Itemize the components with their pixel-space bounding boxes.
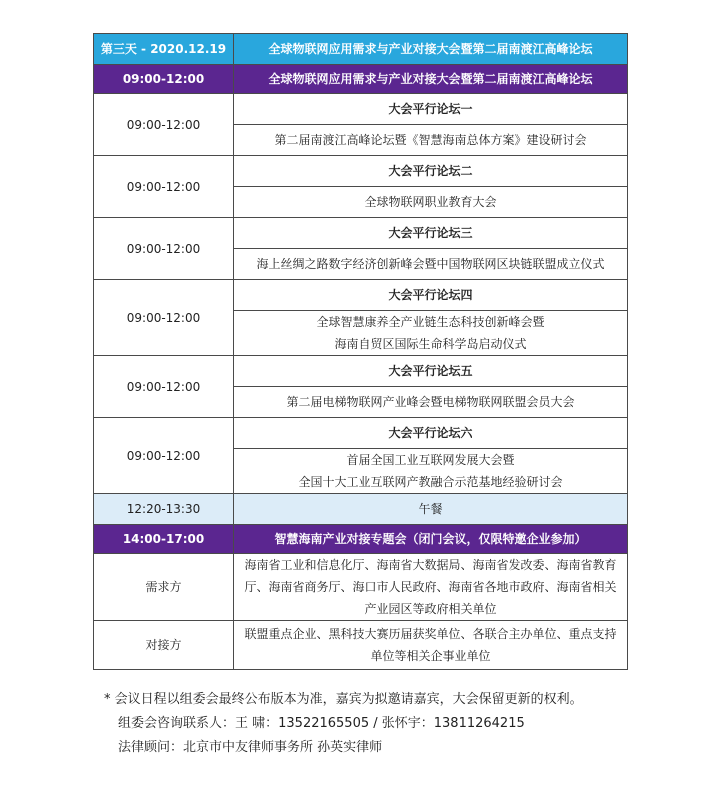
demand-row <box>94 554 628 621</box>
forum-desc-line: 首届全国工业互联网发展大会暨 <box>346 453 515 467</box>
forum-name: 大会平行论坛六 <box>234 418 628 449</box>
forum-desc: 第二届南渡江高峰论坛暨《智慧海南总体方案》建设研讨会 <box>234 125 628 156</box>
supply-row <box>94 621 628 670</box>
forum-desc <box>234 449 628 494</box>
forum-name: 大会平行论坛三 <box>234 218 628 249</box>
supply-label: 对接方 <box>94 621 234 670</box>
forum-desc: 全球物联网职业教育大会 <box>234 187 628 218</box>
forum-name: 大会平行论坛四 <box>234 280 628 311</box>
supply-text: 联盟重点企业、黑科技大赛历届获奖单位、各联合主办单位、重点支持单位等相关企事业单位 <box>234 621 628 670</box>
forum-name: 大会平行论坛五 <box>234 356 628 387</box>
forum-time: 09:00-12:00 <box>94 218 234 280</box>
demand-text: 海南省工业和信息化厅、海南省大数据局、海南省发改委、海南省教育厅、海南省商务厅、海口市人民政府、海南省各地市政府、海南省相关产业园区等政府相关单位 <box>234 554 628 621</box>
main-session-title: 全球物联网应用需求与产业对接大会暨第二届南渡江高峰论坛 <box>234 65 628 94</box>
main-session-time: 09:00-12:00 <box>94 65 234 94</box>
forum-desc-line: 海南自贸区国际生命科学岛启动仪式 <box>334 337 527 351</box>
legal-note: 法律顾问：北京市中友律师事务所 孙英实律师 <box>118 740 383 755</box>
day-header-row <box>94 34 628 65</box>
lunch-label: 午餐 <box>234 494 628 525</box>
forum-desc: 第二届电梯物联网产业峰会暨电梯物联网联盟会员大会 <box>234 387 628 418</box>
lunch-row <box>94 494 628 525</box>
day-label: 第三天 - 2020.12.19 <box>94 34 234 65</box>
forum-name: 大会平行论坛一 <box>234 94 628 125</box>
forum-row <box>94 156 628 187</box>
forum-time: 09:00-12:00 <box>94 418 234 494</box>
forum-row <box>94 94 628 125</box>
afternoon-time: 14:00-17:00 <box>94 525 234 554</box>
demand-label: 需求方 <box>94 554 234 621</box>
forum-desc-line: 全球智慧康养全产业链生态科技创新峰会暨 <box>316 315 545 329</box>
afternoon-title: 智慧海南产业对接专题会（闭门会议，仅限特邀企业参加） <box>234 525 628 554</box>
schedule-table <box>93 33 628 670</box>
afternoon-row <box>94 525 628 554</box>
forum-row <box>94 418 628 449</box>
main-session-row <box>94 65 628 94</box>
disclaimer-note: * 会议日程以组委会最终公布版本为准，嘉宾为拟邀请嘉宾，大会保留更新的权利。 <box>104 692 583 707</box>
day-title: 全球物联网应用需求与产业对接大会暨第二届南渡江高峰论坛 <box>234 34 628 65</box>
forum-desc: 海上丝绸之路数字经济创新峰会暨中国物联网区块链联盟成立仪式 <box>234 249 628 280</box>
forum-name: 大会平行论坛二 <box>234 156 628 187</box>
forum-time: 09:00-12:00 <box>94 156 234 218</box>
forum-time: 09:00-12:00 <box>94 94 234 156</box>
forum-time: 09:00-12:00 <box>94 280 234 356</box>
lunch-time: 12:20-13:30 <box>94 494 234 525</box>
contact-note: 组委会咨询联系人：王 啸：13522165505 / 张怀宇：13811264215 <box>118 716 525 731</box>
forum-row <box>94 280 628 311</box>
forum-row <box>94 356 628 387</box>
forum-desc-line: 全国十大工业互联网产教融合示范基地经验研讨会 <box>298 475 563 489</box>
footer-notes <box>104 688 583 760</box>
forum-desc <box>234 311 628 356</box>
forum-row <box>94 218 628 249</box>
forum-time: 09:00-12:00 <box>94 356 234 418</box>
